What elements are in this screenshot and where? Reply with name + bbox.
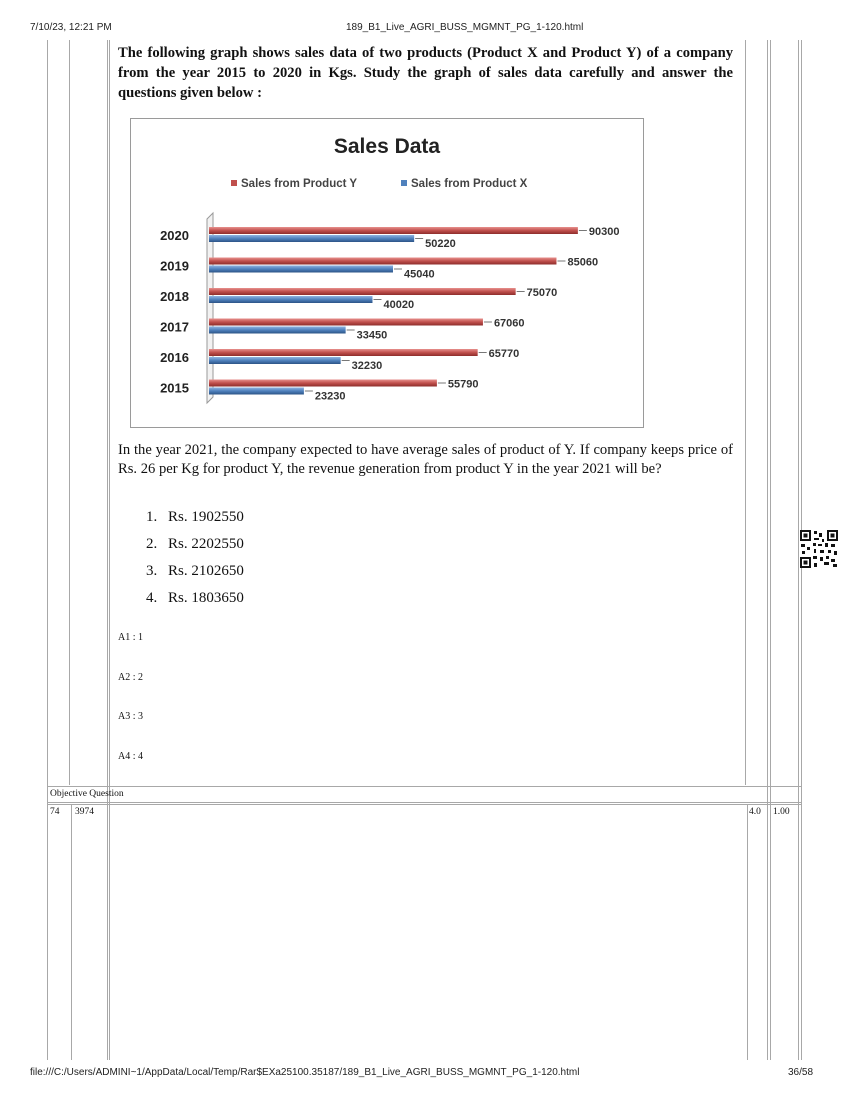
question-number: 74	[50, 807, 60, 817]
option-number: 4.	[146, 590, 158, 606]
print-datetime: 7/10/23, 12:21 PM	[30, 22, 112, 33]
bar-product-x-2016	[209, 357, 341, 364]
bar-product-y-2019	[209, 258, 556, 265]
category-label: 2019	[160, 258, 189, 274]
category-label: 2020	[160, 228, 189, 243]
file-path: file:///C:/Users/ADMINI~1/AppData/Local/Temp/Rar$EXa25100.35187/189_B1_Live_AGRI_BUSS_MGMNT_PG_1-120.html	[30, 1067, 580, 1078]
question-intro: The following graph shows sales data of two products (Product X and Product Y) of a company from the year 2015 to 2020 in Kgs. Study the graph of sales data carefully and answer the questions given below :	[118, 45, 733, 101]
data-label: 32230	[351, 360, 383, 372]
answer-a4: A4 : 4	[118, 751, 143, 762]
data-label: 67060	[493, 317, 525, 330]
option-text: Rs. 1803650	[168, 590, 244, 606]
option-2	[146, 536, 244, 553]
bar-product-x-2020	[209, 235, 414, 242]
table-border	[71, 804, 72, 1060]
sales-chart	[130, 118, 644, 428]
legend-label: Sales from Product X	[411, 178, 528, 190]
option-text: Rs. 2202550	[168, 536, 244, 552]
table-border	[107, 40, 108, 1060]
table-border	[767, 40, 768, 1060]
option-1	[146, 509, 244, 526]
bar-product-y-2016	[209, 349, 478, 356]
bar-product-x-2018	[209, 296, 372, 303]
data-label: 55790	[447, 378, 479, 391]
category-label: 2016	[160, 350, 189, 365]
data-label: 75070	[526, 287, 558, 299]
table-border	[745, 40, 746, 785]
table-border	[47, 786, 801, 787]
data-label: 40020	[383, 299, 415, 311]
bar-product-y-2018	[209, 288, 516, 295]
qr-code-icon	[800, 530, 838, 568]
data-label: 85060	[567, 256, 599, 269]
legend-label: Sales from Product Y	[241, 178, 358, 190]
chart-title: Sales Data	[333, 135, 441, 158]
negative-marks-value: 1.00	[773, 807, 790, 817]
bar-product-x-2019	[209, 266, 393, 273]
answer-a2: A2 : 2	[118, 672, 143, 683]
table-border	[109, 40, 110, 1060]
legend-swatch	[401, 180, 407, 186]
data-label: 90300	[588, 226, 620, 238]
table-border	[770, 40, 771, 1060]
answer-a3: A3 : 3	[118, 711, 143, 722]
option-number: 3.	[146, 563, 158, 579]
option-text: Rs. 2102650	[168, 563, 244, 579]
data-label: 23230	[314, 390, 346, 403]
page-number: 36/58	[788, 1067, 814, 1078]
option-number: 2.	[146, 536, 158, 552]
document-title: 189_B1_Live_AGRI_BUSS_MGMNT_PG_1-120.html	[346, 22, 584, 33]
table-border	[47, 804, 801, 805]
table-border	[69, 40, 70, 785]
bar-product-y-2015	[209, 380, 437, 387]
option-3	[146, 563, 244, 580]
sales-chart-svg	[131, 119, 643, 427]
bar-product-y-2017	[209, 319, 483, 326]
data-label: 33450	[356, 329, 388, 342]
table-border	[798, 40, 799, 1060]
bar-product-x-2015	[209, 388, 304, 395]
section-label: Objective Question	[50, 789, 124, 799]
category-label: 2017	[160, 319, 189, 335]
category-label: 2018	[160, 289, 189, 304]
table-border	[747, 804, 748, 1060]
category-label: 2015	[160, 380, 189, 396]
answer-a1: A1 : 1	[118, 632, 143, 643]
marks-value: 4.0	[749, 807, 761, 817]
question-text: In the year 2021, the company expected to have average sales of product of Y. If company keeps price of Rs. 26 per Kg for product Y, the revenue generation from product Y in the year 2021 will be?	[118, 442, 733, 477]
chart-legend	[231, 178, 528, 190]
data-label: 50220	[425, 238, 456, 250]
table-border	[47, 40, 48, 1060]
data-label: 65770	[488, 348, 520, 360]
data-label: 45040	[403, 268, 435, 281]
legend-swatch	[231, 180, 237, 186]
option-text: Rs. 1902550	[168, 509, 244, 525]
bar-product-x-2017	[209, 327, 346, 334]
question-id: 3974	[75, 807, 94, 817]
option-number: 1.	[146, 509, 158, 525]
option-4	[146, 590, 244, 607]
table-border	[47, 802, 801, 803]
bar-product-y-2020	[209, 227, 578, 234]
